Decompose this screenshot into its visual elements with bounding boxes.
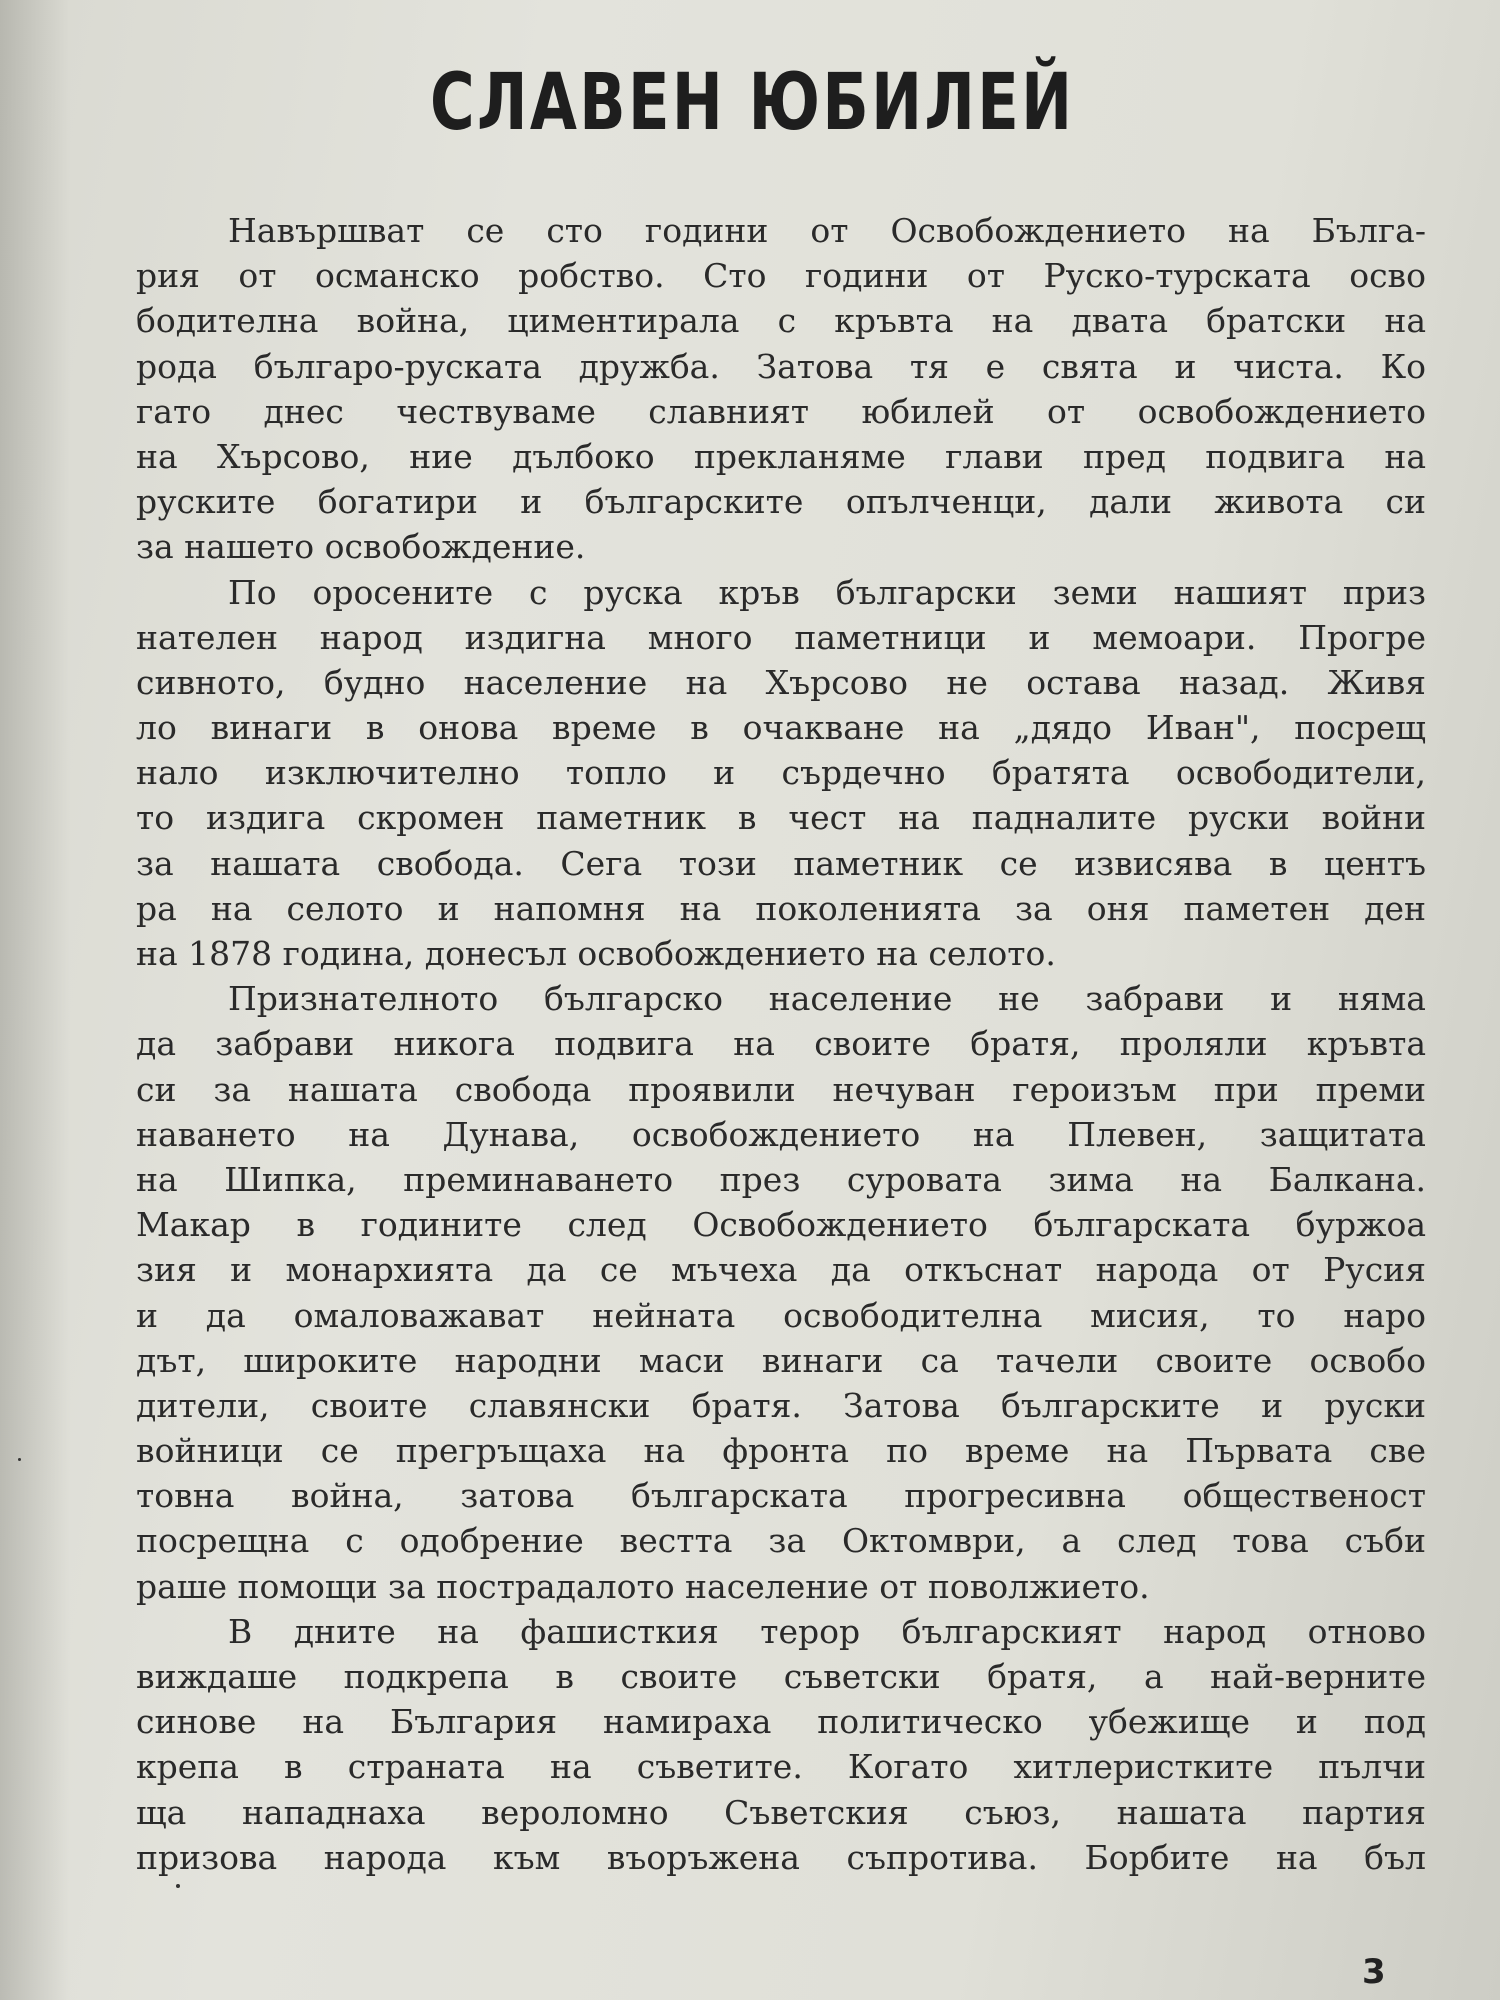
text-line: раше помощи за пострадалото население от поволжието. bbox=[136, 1566, 1150, 1606]
page-shadow bbox=[0, 0, 70, 2000]
text-line: на 1878 година, донесъл освобождението на селото. bbox=[136, 934, 1056, 973]
text-line: нателен народ издигна много паметници и мемоари. Прогре bbox=[136, 617, 1426, 657]
text-line: ра на селото и напомня на поколенията за оня паметен ден bbox=[136, 888, 1426, 928]
text-line: на Хърсово, ние дълбоко прекланяме глави пред подвига на bbox=[136, 436, 1426, 476]
text-line: руските богатири и българските опълченци, дали живота си bbox=[136, 482, 1426, 522]
ink-speck bbox=[176, 1884, 180, 1888]
paragraph-4 bbox=[136, 1609, 1426, 1880]
text-line: Навършват се сто години от Освобождението на Бълга- bbox=[228, 211, 1426, 250]
text-line: виждаше подкрепа в своите съветски братя, а най-верните bbox=[136, 1657, 1426, 1696]
text-line: товна война, затова българската прогресивна общественост bbox=[136, 1476, 1426, 1516]
text-line: посрещна с одобрение вестта за Октомври, а след това съби bbox=[136, 1521, 1426, 1561]
article-body bbox=[136, 208, 1426, 1880]
text-line: за нашето освобождение. bbox=[136, 527, 586, 567]
text-line: сивното, будно население на Хърсово не остава назад. Живя bbox=[136, 662, 1426, 702]
text-line: ло винаги в онова време в очакване на „дядо Иван", посрещ bbox=[136, 708, 1426, 748]
text-line: на Шипка, преминаването през суровата зима на Балкана. bbox=[136, 1159, 1426, 1199]
text-line: крепа в страната на съветите. Когато хитлеристките пълчи bbox=[136, 1747, 1426, 1787]
text-line: дът, широките народни маси винаги са тачели своите освобо bbox=[136, 1340, 1426, 1380]
page-number: 3 bbox=[1362, 1952, 1386, 1992]
text-line: призова народа към въоръжена съпротива. Борбите на бъл bbox=[136, 1837, 1426, 1877]
ink-speck bbox=[18, 1458, 21, 1461]
text-line: дители, своите славянски братя. Затова българските и руски bbox=[136, 1385, 1426, 1425]
text-line: войници се прегръщаха на фронта по време на Първата све bbox=[136, 1431, 1426, 1471]
text-line: синове на България намираха политическо убежище и под bbox=[136, 1702, 1426, 1742]
text-line: за нашата свобода. Сега този паметник се извисява в центъ bbox=[136, 843, 1426, 883]
text-line: то издига скромен паметник в чест на падналите руски войни bbox=[136, 798, 1426, 838]
paragraph-3 bbox=[136, 976, 1426, 1609]
paragraph-1 bbox=[136, 208, 1426, 570]
text-line: рода българо-руската дружба. Затова тя е свята и чиста. Ко bbox=[136, 346, 1426, 386]
text-line: да забрави никога подвига на своите братя, проляли кръвта bbox=[136, 1024, 1426, 1064]
page-title: СЛАВЕН ЮБИЛЕЙ bbox=[429, 58, 1075, 148]
text-line: В дните на фашисткия терор българският народ отново bbox=[228, 1611, 1426, 1651]
text-line: бодителна война, циментирала с кръвта на двата братски на bbox=[136, 301, 1426, 341]
text-line: Признателното българско население не забрави и няма bbox=[228, 979, 1426, 1019]
text-line: зия и монархията да се мъчеха да откъснат народа от Русия bbox=[136, 1250, 1426, 1290]
text-line: и да омаловажават нейната освободителна мисия, то наро bbox=[136, 1295, 1426, 1335]
text-line: си за нашата свобода проявили нечуван героизъм при преми bbox=[136, 1069, 1426, 1109]
text-line: По оросените с руска кръв български земи нашият приз bbox=[228, 572, 1426, 612]
text-line: ща нападнаха вероломно Съветския съюз, нашата партия bbox=[136, 1792, 1426, 1832]
text-line: наването на Дунава, освобождението на Плевен, защитата bbox=[136, 1114, 1426, 1154]
text-line: нало изключително топло и сърдечно братята освободители, bbox=[136, 753, 1426, 793]
text-line: рия от османско робство. Сто години от Руско-турската осво bbox=[136, 256, 1426, 296]
text-line: Макар в годините след Освобождението българската буржоа bbox=[136, 1205, 1426, 1245]
text-line: гато днес чествуваме славният юбилей от освобождението bbox=[136, 391, 1426, 431]
paragraph-2 bbox=[136, 570, 1426, 977]
